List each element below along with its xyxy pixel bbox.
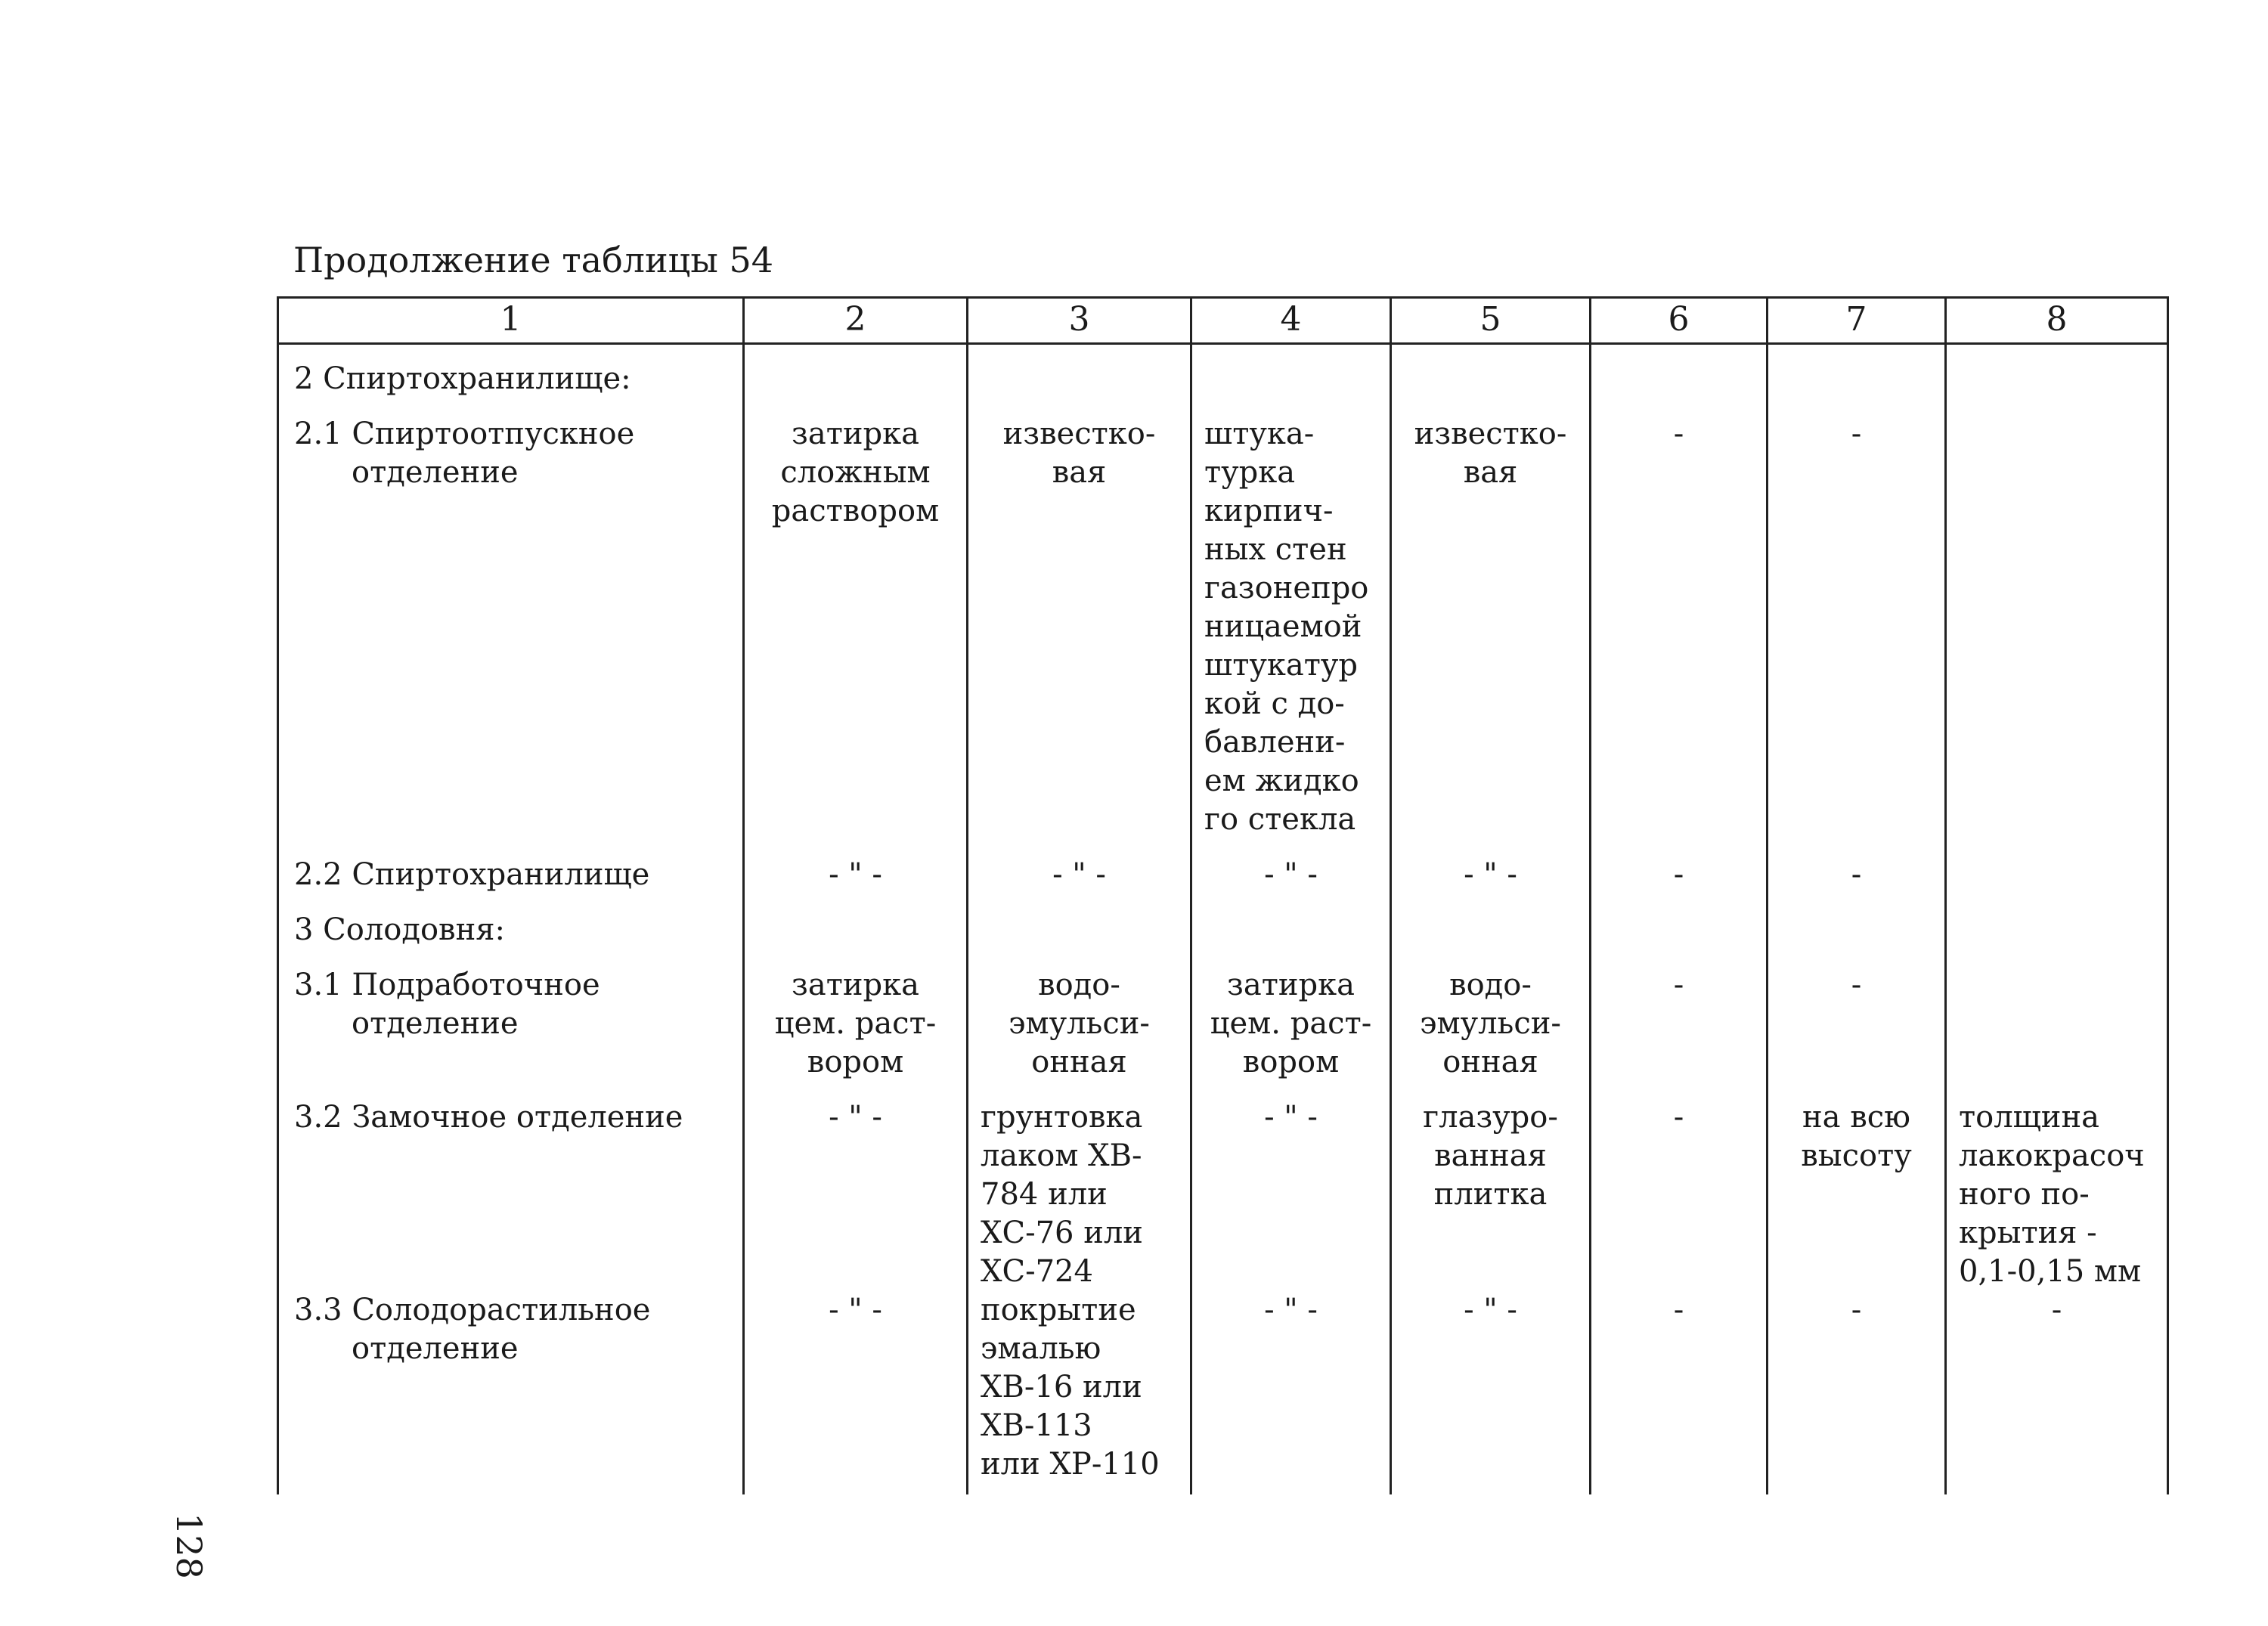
table-cell: водо- эмульси- онная [1391, 949, 1591, 1082]
table-cell: водо- эмульси- онная [968, 949, 1191, 1082]
column-header-3: 3 [968, 298, 1191, 344]
column-header-4: 4 [1191, 298, 1391, 344]
table-row [278, 398, 2168, 839]
table-cell [1946, 344, 2168, 399]
column-header-1: 1 [278, 298, 744, 344]
table-cell: - " - [968, 839, 1191, 894]
table-cell: затирка цем. раст- вором [1191, 949, 1391, 1082]
table-cell [1946, 894, 2168, 949]
column-header-8: 8 [1946, 298, 2168, 344]
table-cell: - [1591, 398, 1768, 839]
table-cell: - " - [1191, 1291, 1391, 1494]
table-row [278, 839, 2168, 894]
table-cell [1391, 344, 1591, 399]
table-cell [1191, 344, 1391, 399]
table-row [278, 344, 2168, 399]
table-cell [744, 894, 968, 949]
row-title: 2 Спиртохранилище: [278, 344, 744, 399]
table-cell: толщина лакокрасоч ного по- крытия - 0,1-0,15 мм [1946, 1082, 2168, 1291]
table-cell: затирка цем. раст- вором [744, 949, 968, 1082]
table-row [278, 1082, 2168, 1291]
table-row [278, 1291, 2168, 1494]
table-cell [1946, 949, 2168, 1082]
table-cell: известко- вая [1391, 398, 1591, 839]
row-title: 3.1 Подработочное отделение [278, 949, 744, 1082]
table-cell [1591, 894, 1768, 949]
table-cell [968, 344, 1191, 399]
table-cell [1391, 894, 1591, 949]
table-cell: - [1591, 1291, 1768, 1494]
table-cell: грунтовка лаком ХВ- 784 или ХС-76 или ХС-724 [968, 1082, 1191, 1291]
table-cell: - [1946, 1291, 2168, 1494]
table-cell: - [1768, 949, 1946, 1082]
column-header-2: 2 [744, 298, 968, 344]
table-cell [1946, 839, 2168, 894]
finishing-table [277, 296, 2169, 1494]
table-cell: - " - [1391, 1291, 1591, 1494]
table-cell [1946, 398, 2168, 839]
table-cell [968, 894, 1191, 949]
table-row [278, 949, 2168, 1082]
table-cell: - " - [744, 1082, 968, 1291]
table-cell: - [1768, 1291, 1946, 1494]
table-cell: штука- турка кирпич- ных стен газонепро ницаемой штукатур кой с до- бавлени- ем жидко го стекла [1191, 398, 1391, 839]
table-cell: - " - [744, 1291, 968, 1494]
table-cell [1768, 894, 1946, 949]
row-title: 2.2 Спиртохранилище [278, 839, 744, 894]
table-row [278, 894, 2168, 949]
table-cell: - [1768, 398, 1946, 839]
table-cell [1591, 344, 1768, 399]
table-cell: известко- вая [968, 398, 1191, 839]
table-cell [1191, 894, 1391, 949]
table-cell: затирка сложным раствором [744, 398, 968, 839]
table-cell: - [1768, 839, 1946, 894]
row-title: 3.2 Замочное отделение [278, 1082, 744, 1291]
table-cell: - [1591, 949, 1768, 1082]
table-cell: глазуро- ванная плитка [1391, 1082, 1591, 1291]
table-header-row [278, 298, 2168, 344]
column-header-6: 6 [1591, 298, 1768, 344]
page-number: 128 [169, 1513, 209, 1579]
table-caption: Продолжение таблицы 54 [293, 240, 773, 280]
row-title: 3 Солодовня: [278, 894, 744, 949]
table-cell: - " - [1391, 839, 1591, 894]
table-cell: - " - [1191, 839, 1391, 894]
table-cell: на всю высоту [1768, 1082, 1946, 1291]
table-cell: - " - [744, 839, 968, 894]
table-cell: - [1591, 839, 1768, 894]
table-cell: покрытие эмалью ХВ-16 или ХВ-113 или ХР-110 [968, 1291, 1191, 1494]
column-header-7: 7 [1768, 298, 1946, 344]
column-header-5: 5 [1391, 298, 1591, 344]
row-title: 2.1 Спиртоотпускное отделение [278, 398, 744, 839]
row-title: 3.3 Солодорастильное отделение [278, 1291, 744, 1494]
table-cell: - [1591, 1082, 1768, 1291]
table-cell [1768, 344, 1946, 399]
table-cell: - " - [1191, 1082, 1391, 1291]
table-cell [744, 344, 968, 399]
